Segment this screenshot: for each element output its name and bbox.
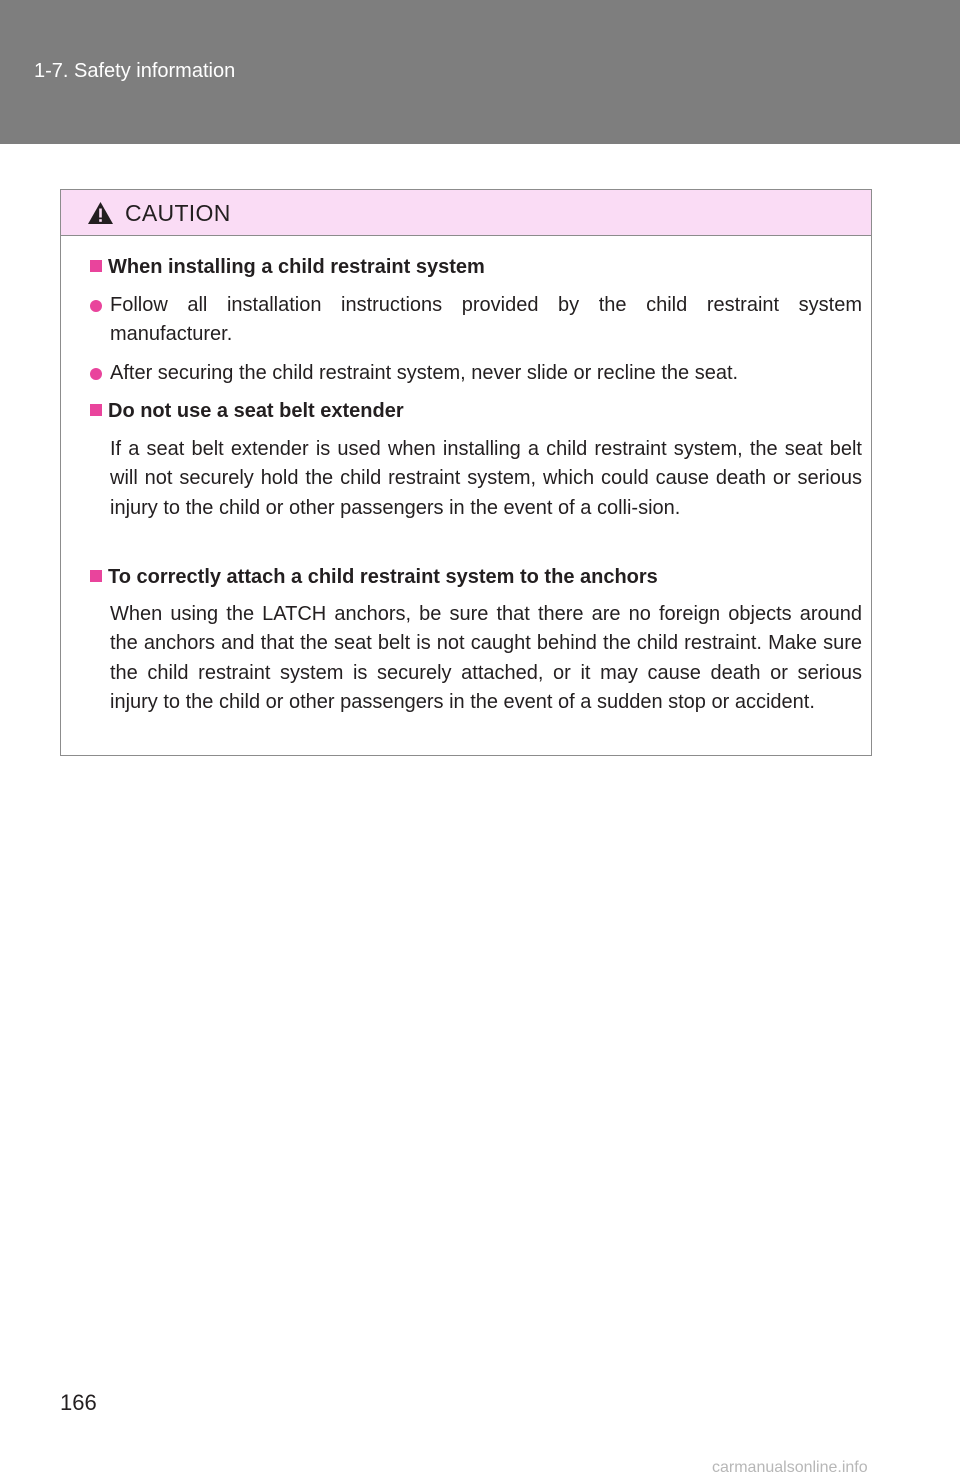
square-bullet-icon xyxy=(90,404,102,416)
caution-paragraph-anchors: When using the LATCH anchors, be sure that there are no foreign objects around the anchors and that the seat belt is not caught behind the child restraint. Make sure the child restraint system is securely attached, or it may cause death or serious injury to the child or other passengers in the event of a sudden stop or accident. xyxy=(110,603,862,714)
list-item: Follow all installation instructions provided by the child restraint system manufacturer. xyxy=(90,291,862,349)
circle-bullet-icon xyxy=(90,300,102,312)
caution-title: CAUTION xyxy=(125,200,231,226)
caution-heading-install: When installing a child restraint system xyxy=(90,256,485,279)
page-number: 166 xyxy=(60,1390,97,1415)
caution-header xyxy=(61,190,871,236)
caution-heading-extender: Do not use a seat belt extender xyxy=(90,400,404,423)
list-item: After securing the child restraint system, never slide or recline the seat. xyxy=(90,359,862,388)
circle-bullet-icon xyxy=(90,368,102,380)
page-header xyxy=(0,0,960,144)
section-title: 1-7. Safety information xyxy=(34,60,236,82)
caution-paragraph-extender: If a seat belt extender is used when installing a child restraint system, the seat belt will not securely hold the child restraint system, which could cause death or serious injury to the child or other passengers in the event of a colli-sion. xyxy=(110,438,862,519)
square-bullet-icon xyxy=(90,260,102,272)
square-bullet-icon xyxy=(90,570,102,582)
warning-triangle-icon xyxy=(87,201,114,225)
watermark: carmanualsonline.info xyxy=(712,1459,868,1476)
caution-box xyxy=(60,189,872,756)
caution-heading-anchors: To correctly attach a child restraint system to the anchors xyxy=(90,566,658,589)
